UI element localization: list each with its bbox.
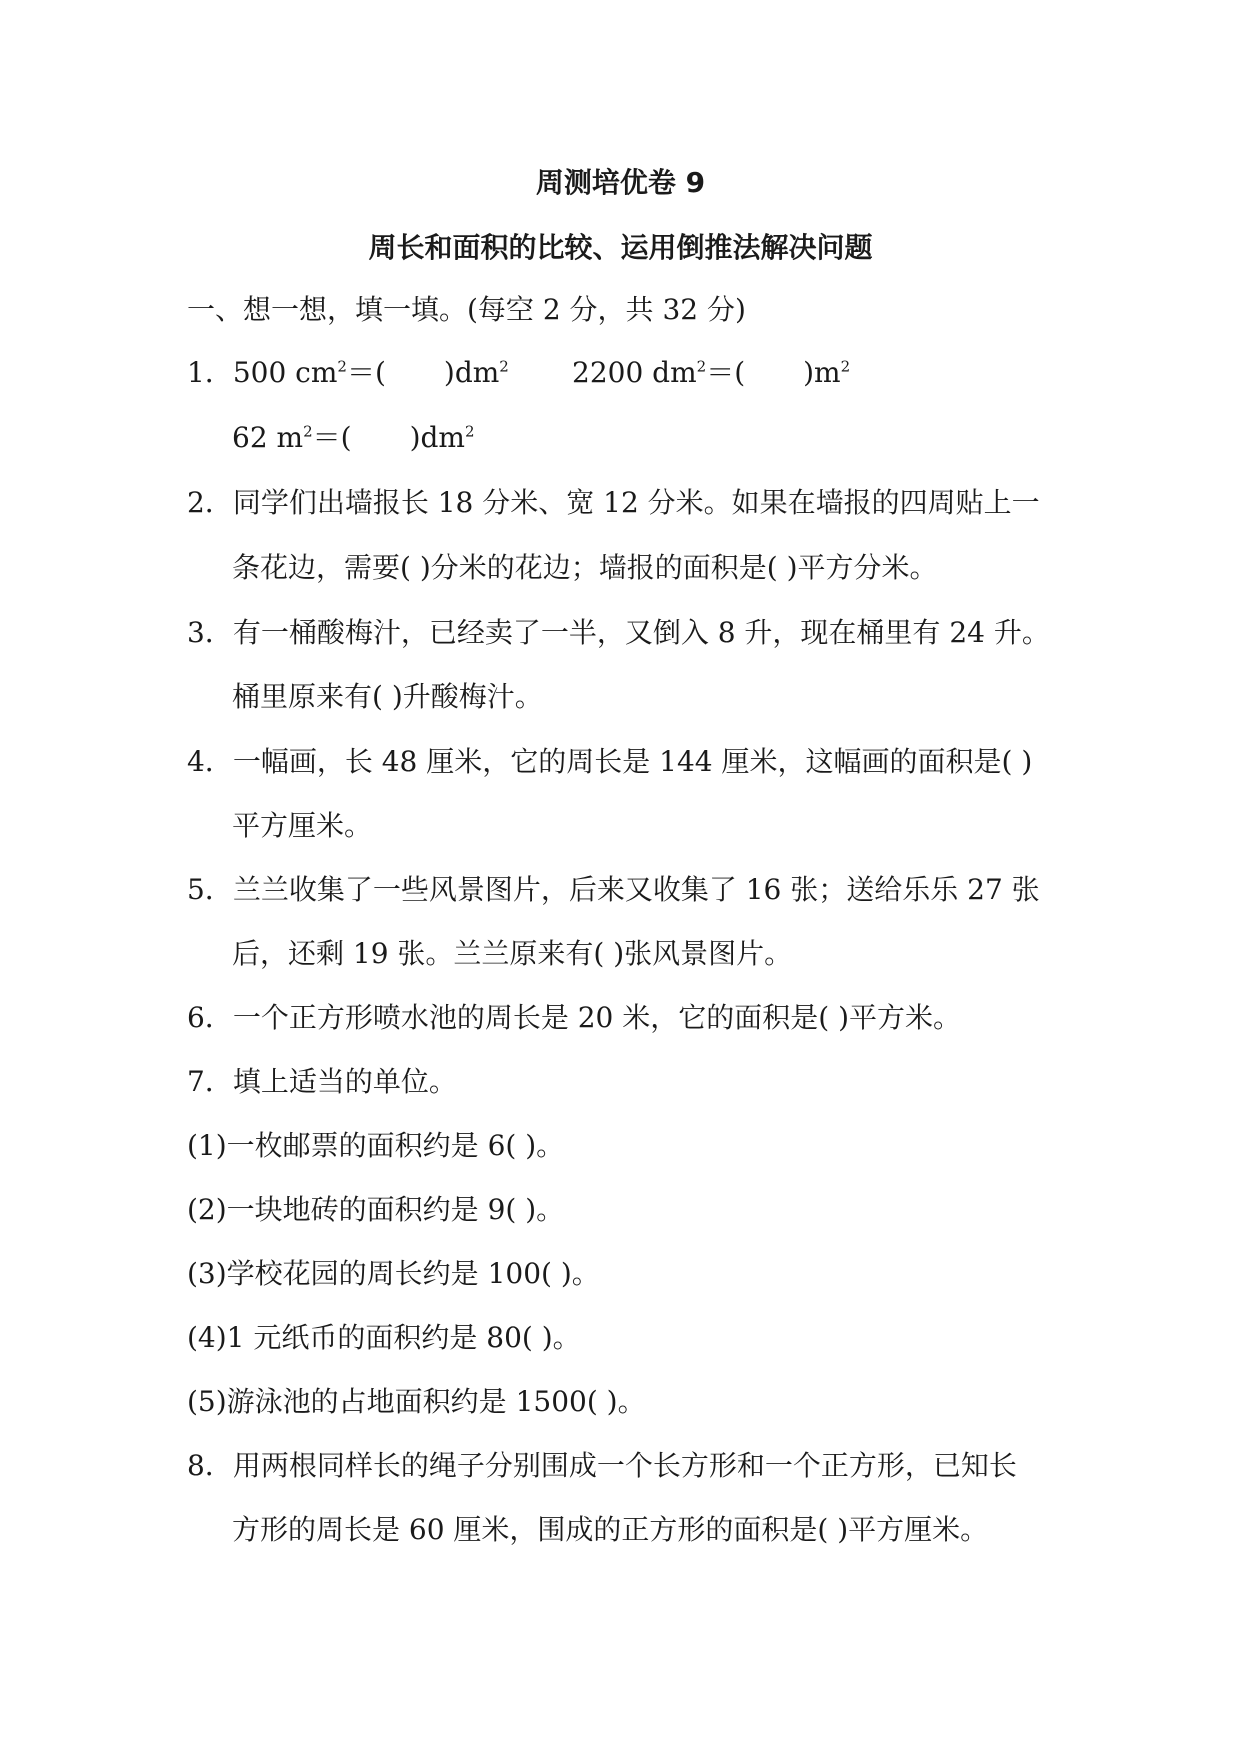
page-title: 周测培优卷 9 xyxy=(535,166,706,199)
q1b-suffix-sup: 2 xyxy=(840,357,851,376)
question-5-line-2[interactable]: 后，还剩 19 张。兰兰原来有( )张风景图片。 xyxy=(232,937,793,970)
q1b-suffix: )m xyxy=(803,356,841,389)
q1a-sup: 2 xyxy=(337,357,347,376)
question-1-part-b xyxy=(572,353,850,393)
q1c-mid: ＝( xyxy=(312,421,352,454)
q1c-suffix-sup: 2 xyxy=(464,422,475,441)
q1c-suffix: )dm xyxy=(409,421,465,454)
question-7-item-2[interactable]: (2)一块地砖的面积约是 9( )。 xyxy=(187,1193,565,1226)
question-7-item-3[interactable]: (3)学校花园的周长约是 100( )。 xyxy=(187,1257,600,1290)
question-3-line-1: 3．有一桶酸梅汁，已经卖了一半，又倒入 8 升，现在桶里有 24 升。 xyxy=(187,616,1050,649)
q1a-prefix: 1．500 cm xyxy=(187,356,338,389)
question-1-part-a xyxy=(187,353,509,393)
question-7-item-1[interactable]: (1)一枚邮票的面积约是 6( )。 xyxy=(187,1129,565,1162)
q1b-mid: ＝( xyxy=(706,356,746,389)
question-5-line-1: 5．兰兰收集了一些风景图片，后来又收集了 16 张；送给乐乐 27 张 xyxy=(187,873,1040,906)
q1b-prefix: 2200 dm xyxy=(572,356,697,389)
question-7-item-4[interactable]: (4)1 元纸币的面积约是 80( )。 xyxy=(187,1321,581,1354)
q1a-suffix: )dm xyxy=(443,356,500,389)
question-4-line-1[interactable]: 4．一幅画，长 48 厘米，它的周长是 144 厘米，这幅画的面积是( ) xyxy=(187,745,1033,778)
q1a-mid: ＝( xyxy=(346,356,386,389)
q1c-sup: 2 xyxy=(303,422,313,441)
section-heading: 一、想一想，填一填。(每空 2 分，共 32 分) xyxy=(187,293,746,326)
question-8-line-1: 8．用两根同样长的绳子分别围成一个长方形和一个正方形，已知长 xyxy=(187,1449,1017,1482)
question-2-line-1: 2．同学们出墙报长 18 分米、宽 12 分米。如果在墙报的四周贴上一 xyxy=(187,486,1040,519)
question-7-item-5[interactable]: (5)游泳池的占地面积约是 1500( )。 xyxy=(187,1385,646,1418)
question-2-line-2[interactable]: 条花边，需要( )分米的花边；墙报的面积是( )平方分米。 xyxy=(232,551,938,584)
q1a-suffix-sup: 2 xyxy=(499,357,509,376)
question-1-part-c xyxy=(232,418,475,458)
question-8-line-2[interactable]: 方形的周长是 60 厘米，围成的正方形的面积是( )平方厘米。 xyxy=(232,1513,989,1546)
question-6-line-1[interactable]: 6．一个正方形喷水池的周长是 20 米，它的面积是( )平方米。 xyxy=(187,1001,961,1034)
question-7-line-1: 7．填上适当的单位。 xyxy=(187,1065,457,1098)
q1c-prefix: 62 m xyxy=(232,421,304,454)
page-subtitle: 周长和面积的比较、运用倒推法解决问题 xyxy=(368,231,873,264)
question-3-line-2[interactable]: 桶里原来有( )升酸梅汁。 xyxy=(232,680,543,713)
question-4-line-2: 平方厘米。 xyxy=(232,809,373,842)
q1b-sup: 2 xyxy=(696,357,707,376)
